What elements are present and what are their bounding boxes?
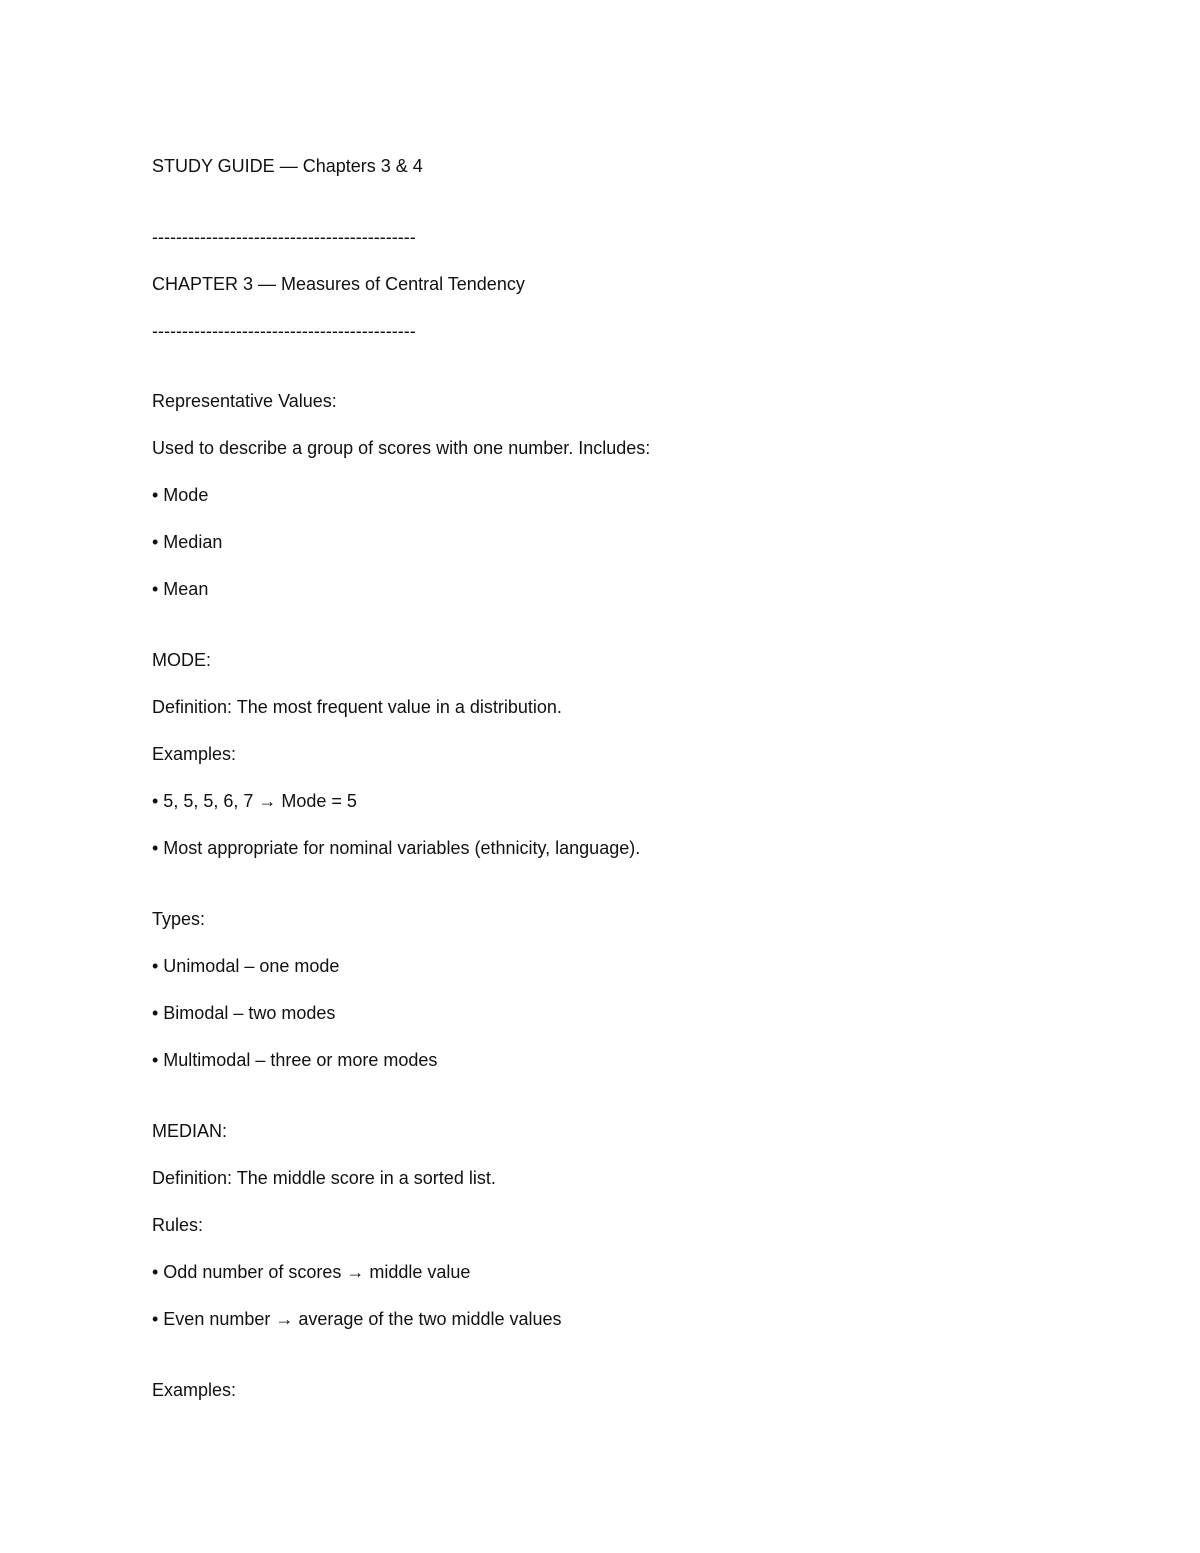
bullet-item: • Multimodal – three or more modes bbox=[152, 1050, 438, 1070]
bullet-item: • Even number → average of the two middle values bbox=[152, 1309, 562, 1329]
subheading: Examples: bbox=[152, 744, 237, 764]
section-heading: Representative Values: bbox=[152, 391, 337, 411]
divider-line: -------------------------------------------- bbox=[152, 227, 416, 247]
section-heading: MODE: bbox=[152, 650, 212, 670]
paragraph: Used to describe a group of scores with one number. Includes: bbox=[152, 438, 651, 458]
bullet-item: • Bimodal – two modes bbox=[152, 1003, 336, 1023]
bullet-item: • Unimodal – one mode bbox=[152, 956, 340, 976]
chapter-heading: CHAPTER 3 — Measures of Central Tendency bbox=[152, 274, 525, 294]
subheading: Types: bbox=[152, 909, 206, 929]
paragraph: Definition: The middle score in a sorted list. bbox=[152, 1168, 496, 1188]
bullet-item: • Odd number of scores → middle value bbox=[152, 1262, 471, 1282]
divider-line: -------------------------------------------- bbox=[152, 321, 416, 341]
bullet-item: • Most appropriate for nominal variables (ethnicity, language). bbox=[152, 838, 641, 858]
bullet-item: • Mode bbox=[152, 485, 209, 505]
bullet-item: • Mean bbox=[152, 579, 209, 599]
bullet-item: • Median bbox=[152, 532, 223, 552]
subheading: Examples: bbox=[152, 1380, 237, 1400]
paragraph: Definition: The most frequent value in a distribution. bbox=[152, 697, 562, 717]
bullet-item: • 5, 5, 5, 6, 7 → Mode = 5 bbox=[152, 791, 357, 811]
section-heading: MEDIAN: bbox=[152, 1121, 228, 1141]
document-title: STUDY GUIDE — Chapters 3 & 4 bbox=[152, 156, 423, 176]
subheading: Rules: bbox=[152, 1215, 204, 1235]
